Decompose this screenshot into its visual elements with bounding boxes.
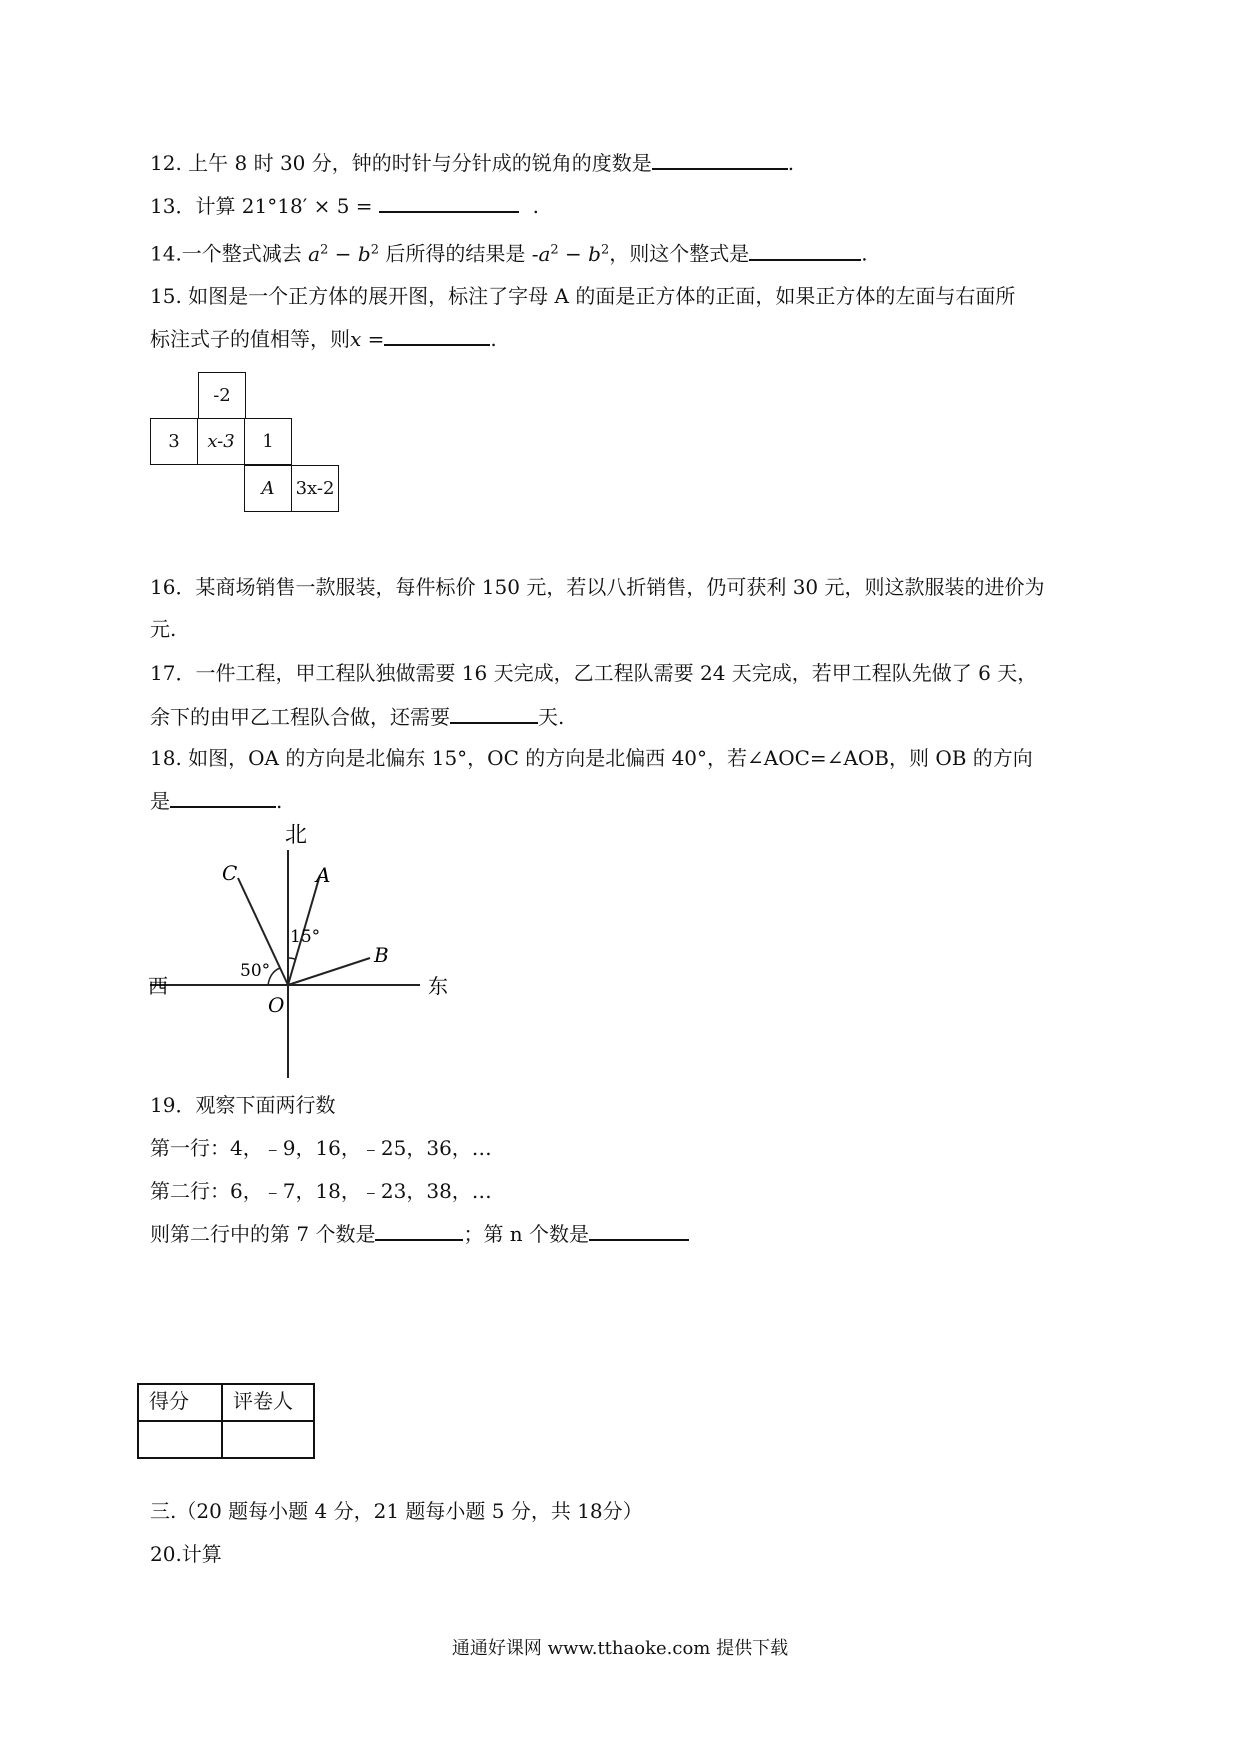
question-17-line2: 余下的由甲乙工程队合做，还需要 天. [150, 702, 564, 731]
grader-cell[interactable] [222, 1421, 314, 1458]
question-15-line2: 标注式子的值相等，则x = . [150, 324, 497, 353]
label-b: B [374, 943, 389, 967]
label-a: A [316, 863, 331, 887]
ray-ob [288, 958, 370, 985]
answer-blank[interactable] [749, 239, 861, 261]
label-angle-15: 15° [290, 927, 321, 947]
q12-text: 12. 上午 8 时 30 分，钟的时针与分针成的锐角的度数是 [150, 151, 652, 175]
answer-blank[interactable] [379, 191, 519, 213]
net-face-front: A [244, 465, 292, 512]
page-footer: 通通好课网 www.tthaoke.com 提供下载 [451, 1638, 789, 1659]
label-o: O [268, 993, 285, 1017]
label-c: C [222, 861, 238, 885]
answer-blank[interactable] [170, 786, 276, 808]
question-20: 20.计算 [150, 1542, 222, 1566]
label-north: 北 [285, 823, 308, 848]
question-15-line1: 15. 如图是一个正方体的展开图，标注了字母 A 的面是正方体的正面，如果正方体的左面与右面所 [150, 284, 1016, 308]
math-expression: $a^2 - b^2$ [308, 241, 379, 266]
score-header: 得分 [138, 1384, 222, 1421]
question-18-line1: 18. 如图，OA 的方向是北偏东 15°，OC 的方向是北偏西 40°，若∠AOC=∠AOB，则 OB 的方向 [150, 746, 1033, 770]
answer-blank[interactable] [384, 324, 490, 346]
question-17-line1: 17．一件工程，甲工程队独做需要 16 天完成，乙工程队需要 24 天完成，若甲工程队先做了 6 天， [150, 661, 1038, 685]
net-face-bottom-right: 3x-2 [291, 465, 339, 512]
answer-blank[interactable] [375, 1219, 463, 1241]
answer-blank[interactable] [450, 702, 538, 724]
label-angle-50: 50° [240, 961, 271, 981]
grader-header: 评卷人 [222, 1384, 314, 1421]
score-table [137, 1383, 315, 1459]
question-14: 14.一个整式减去 $a^2 - b^2$ 后所得的结果是 $-a^2 - b^2$，则这个整式是 . [150, 236, 868, 268]
net-face-top: -2 [198, 372, 246, 419]
compass-figure [140, 820, 480, 1090]
q13-text: 13．计算 21°18′ × 5 = [150, 194, 373, 218]
answer-blank[interactable] [589, 1219, 689, 1241]
question-12: 12. 上午 8 时 30 分，钟的时针与分针成的锐角的度数是 . [150, 148, 794, 177]
question-16-line2: 元. [150, 617, 177, 641]
math-expression: $-a^2 - b^2$ [531, 241, 610, 266]
question-16-line1: 16．某商场销售一款服装，每件标价 150 元，若以八折销售，仍可获利 30 元，则这款服装的进价为 [150, 575, 1045, 599]
question-19-row2: 第二行：6，﹣7，18，﹣23，38，… [150, 1179, 492, 1203]
net-face-right: 1 [244, 418, 292, 465]
question-13: 13．计算 21°18′ × 5 = . [150, 191, 539, 220]
question-19-title: 19．观察下面两行数 [150, 1093, 336, 1117]
question-19-ask: 则第二行中的第 7 个数是 ；第 n 个数是 [150, 1219, 689, 1248]
label-east: 东 [428, 974, 448, 998]
net-face-left: 3 [150, 418, 198, 465]
net-face-center: x-3 [197, 418, 245, 465]
question-18-line2: 是 . [150, 786, 282, 815]
answer-blank[interactable] [652, 148, 788, 170]
question-19-row1: 第一行：4，﹣9，16，﹣25，36，… [150, 1136, 492, 1160]
section-3-heading: 三.（20 题每小题 4 分，21 题每小题 5 分，共 18分） [150, 1499, 643, 1523]
score-cell[interactable] [138, 1421, 222, 1458]
label-west: 西 [148, 974, 168, 998]
